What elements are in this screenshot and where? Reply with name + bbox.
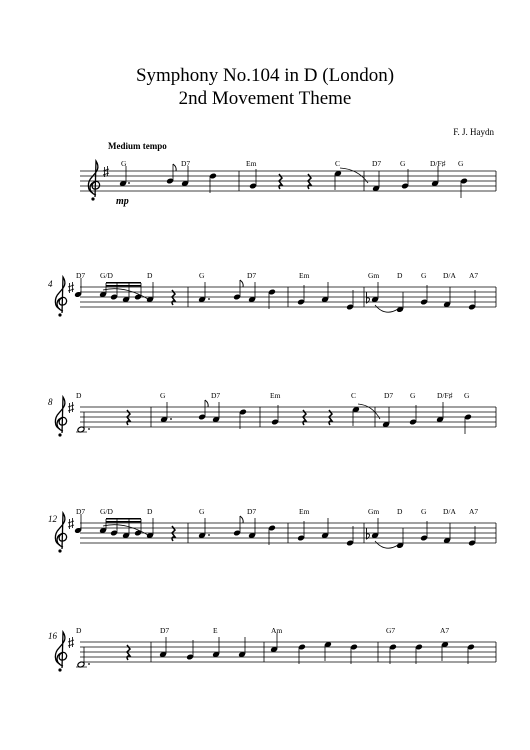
chord-symbol: Em [270, 391, 281, 400]
chord-symbol: G [421, 271, 427, 280]
chord-symbol: Am [271, 626, 283, 635]
staff-system-2 [55, 277, 496, 317]
chord-symbol: G [121, 159, 127, 168]
tempo-marking: Medium tempo [108, 141, 167, 151]
chord-symbol: G [400, 159, 406, 168]
chord-symbol: D [397, 507, 403, 516]
staff-system-1 [80, 161, 496, 201]
chord-symbol: D/A [443, 507, 456, 516]
chord-symbol: G7 [386, 626, 396, 635]
chord-symbol: G/D [100, 271, 113, 280]
title-line-1: Symphony No.104 in D (London) [135, 65, 395, 86]
chord-symbol: D/F♯ [437, 391, 453, 400]
chord-symbol: G [160, 391, 166, 400]
chord-symbol: G [199, 271, 205, 280]
chord-symbol: Em [299, 507, 310, 516]
chord-symbol: D [147, 271, 153, 280]
staff-system-5 [55, 632, 496, 672]
chord-symbol: C [335, 159, 341, 168]
measure-number: 12 [48, 514, 57, 524]
dynamic-marking: mp [116, 196, 129, 207]
chord-symbol: D7 [384, 391, 394, 400]
chord-symbol: G [421, 507, 427, 516]
chord-symbol: A7 [440, 626, 450, 635]
composer-credit: F. J. Haydn [453, 127, 494, 137]
chord-symbol: G/D [100, 507, 113, 516]
chord-symbol: E [213, 626, 218, 635]
chord-symbol: G [464, 391, 470, 400]
chord-symbol: D7 [211, 391, 221, 400]
chord-symbol: A7 [469, 507, 479, 516]
chord-symbol: D/F♯ [430, 159, 446, 168]
chord-symbol: G [458, 159, 464, 168]
staff-system-4 [55, 513, 496, 553]
chord-symbol: Em [299, 271, 310, 280]
chord-symbol: D [147, 507, 153, 516]
measure-number: 8 [48, 397, 53, 407]
chord-symbol: D7 [160, 626, 170, 635]
chord-symbol: D7 [76, 271, 86, 280]
chord-symbol: D7 [247, 271, 257, 280]
chord-symbol: D7 [76, 507, 86, 516]
chord-symbol: D/A [443, 271, 456, 280]
chord-symbol: D [76, 626, 82, 635]
measure-number: 4 [48, 279, 53, 289]
chord-symbol: C [351, 391, 357, 400]
chord-symbol: G [410, 391, 416, 400]
chord-symbol: Em [246, 159, 257, 168]
title-line-2: 2nd Movement Theme [178, 88, 352, 109]
chord-symbol: D7 [247, 507, 257, 516]
staff-system-3 [55, 397, 496, 437]
chord-symbol: G [199, 507, 205, 516]
chord-symbol: Gm [368, 507, 380, 516]
chord-symbol: D [397, 271, 403, 280]
chord-symbol: D7 [372, 159, 382, 168]
measure-number: 16 [48, 631, 57, 641]
chord-symbol: Gm [368, 271, 380, 280]
chord-symbol: A7 [469, 271, 479, 280]
chord-symbol: D [76, 391, 82, 400]
chord-symbol: D7 [181, 159, 191, 168]
